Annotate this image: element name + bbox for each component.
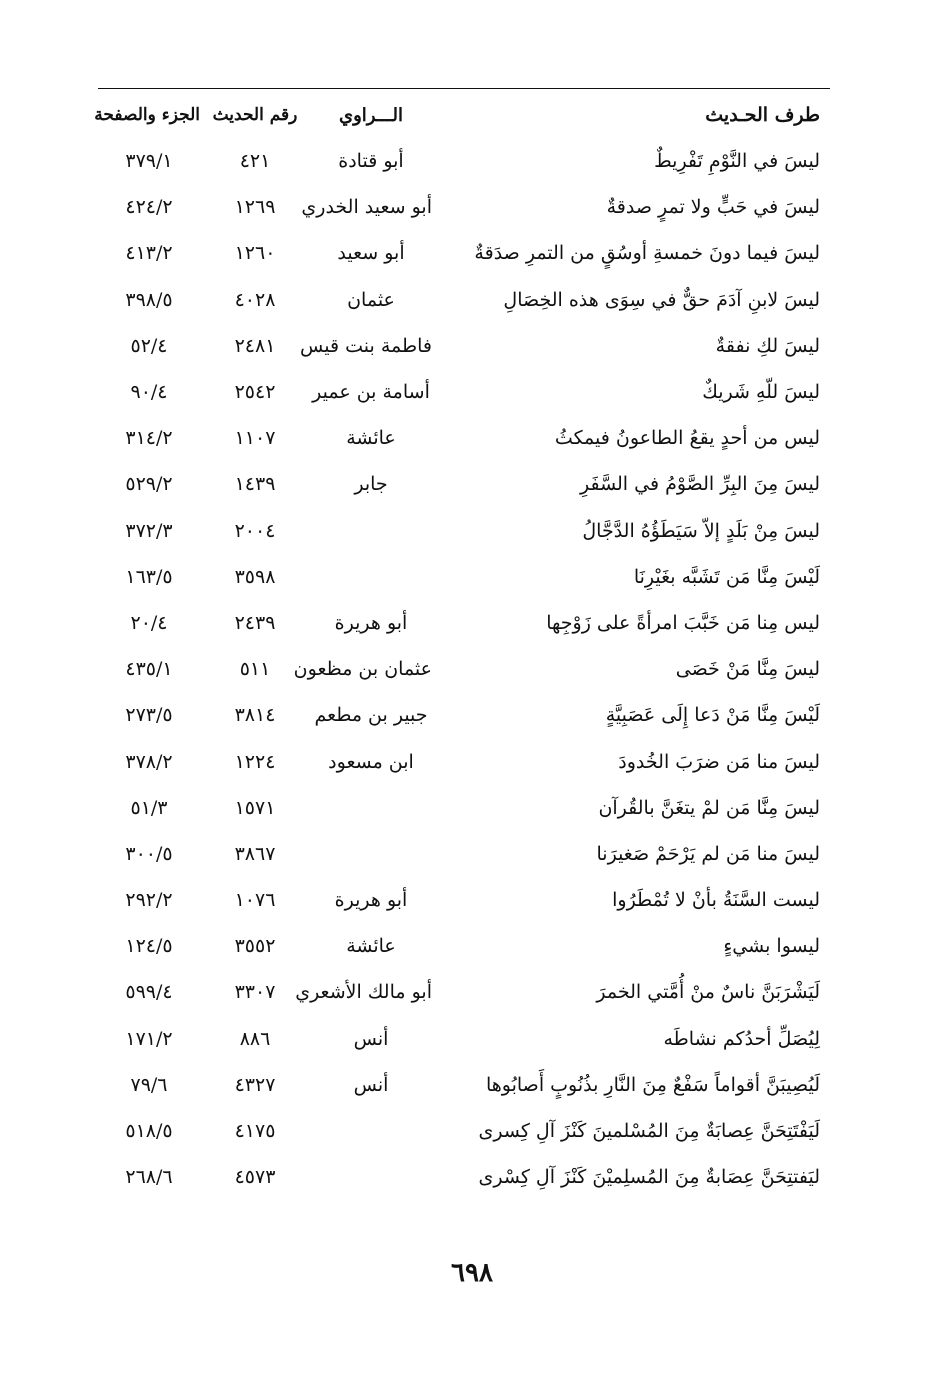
cell-number: ٤٠٢٨: [234, 288, 276, 311]
table-row: [98, 184, 830, 230]
table-body: [98, 138, 830, 1200]
table-row: [98, 461, 830, 507]
cell-hadith: ليسَ فيما دونَ خمسةِ أوسُقٍ من التمرِ صدَقةٌ: [474, 242, 820, 265]
header-narrator: الـــراوي: [338, 104, 404, 126]
cell-volume-page: ١٦٣/٥: [125, 565, 173, 588]
table-row: [98, 738, 830, 784]
cell-narrator: عثمان: [347, 288, 395, 311]
cell-volume-page: ٣٩٨/٥: [125, 288, 173, 311]
cell-volume-page: ٧٩/٦: [130, 1073, 168, 1096]
table-row: [98, 646, 830, 692]
cell-volume-page: ٤٣٥/١: [125, 658, 173, 681]
cell-hadith: لَيْسَ مِنَّا مَن تَشَبَّه بغَيْرِنَا: [633, 565, 820, 588]
cell-narrator: أبو سعيد الخدري: [301, 196, 432, 219]
cell-number: ١٢٦٠: [234, 242, 276, 265]
table-row: [98, 1016, 830, 1062]
header-number: رقم الحديث: [212, 105, 298, 125]
cell-number: ٣٥٩٨: [234, 565, 276, 588]
table-row: [98, 554, 830, 600]
table-row: [98, 508, 830, 554]
table-row: [98, 600, 830, 646]
table-row: [98, 1154, 830, 1200]
cell-narrator: أبو هريرة: [334, 889, 408, 912]
cell-hadith: ليسَ للّهِ شَريكٌ: [702, 381, 820, 404]
table-row: [98, 831, 830, 877]
header-volume-page: الجزء والصفحة: [94, 105, 200, 125]
cell-hadith: ليسَ منا مَن ضرَبَ الخُدودَ: [618, 750, 820, 773]
cell-hadith: ليس مِنا مَن خَبَّبَ امرأةً على زَوْجِها: [546, 611, 820, 634]
cell-hadith: لَيُصِيبَنَّ أقواماً سَفْعٌ مِنَ النَّارِ بذُنُوبٍ أَصابُوها: [485, 1073, 820, 1096]
cell-number: ٤٢١: [239, 150, 271, 173]
cell-number: ١١٠٧: [234, 427, 276, 450]
cell-number: ٢٥٤٢: [234, 381, 276, 404]
table-header: [94, 92, 830, 138]
cell-hadith: ليسَ مِنْ بَلَدٍ إلاّ سَيَطَؤُهُ الدَّجَّالُ: [582, 519, 820, 542]
cell-volume-page: ٣٠٠/٥: [125, 842, 173, 865]
cell-hadith: لِيُصَلِّ أحدُكم نشاطَه: [663, 1027, 820, 1050]
table-row: [98, 969, 830, 1015]
cell-hadith: لَيَفْتَتِحَنَّ عِصابَةٌ مِنَ المُسْلمينَ كَنْزَ آلِ كِسرى: [478, 1120, 820, 1143]
cell-volume-page: ٣٧٩/١: [125, 150, 173, 173]
cell-volume-page: ٥١/٣: [130, 796, 168, 819]
cell-number: ٢٤٣٩: [234, 611, 276, 634]
cell-volume-page: ٥١٨/٥: [125, 1120, 173, 1143]
cell-number: ٣٣٠٧: [234, 981, 276, 1004]
cell-volume-page: ٢٧٣/٥: [125, 704, 173, 727]
table-row: [98, 1108, 830, 1154]
cell-hadith: ليسوا بشيءٍ: [723, 935, 820, 958]
cell-volume-page: ٣١٤/٢: [125, 427, 173, 450]
cell-number: ١٢٦٩: [234, 196, 276, 219]
cell-volume-page: ٢٦٨/٦: [125, 1166, 173, 1189]
cell-number: ١٥٧١: [234, 796, 276, 819]
cell-hadith: ليسَ لكِ نفقةٌ: [715, 334, 820, 357]
cell-hadith: ليسَ مِنَّا مَن لمْ يتغَنَّ بالقُرآن: [598, 796, 820, 819]
cell-hadith: ليسَ مِنَّا مَنْ خَصَى: [675, 658, 820, 681]
cell-narrator: أبو مالك الأشعري: [295, 981, 432, 1004]
cell-hadith: ليسَ في النَّوْمِ تَفْرِيطٌ: [654, 150, 820, 173]
cell-number: ٢٠٠٤: [234, 519, 276, 542]
cell-hadith: ليسَ منا مَن لم يَرْحَمْ صَغيرَنا: [596, 842, 820, 865]
table-row: [98, 692, 830, 738]
cell-number: ٢٤٨١: [234, 334, 276, 357]
cell-narrator: أبو سعيد: [337, 242, 405, 265]
cell-volume-page: ١٢٤/٥: [125, 935, 173, 958]
table-row: [98, 877, 830, 923]
cell-volume-page: ٤٢٤/٢: [125, 196, 173, 219]
cell-narrator: عثمان بن مظعون: [293, 658, 432, 681]
page-number: ٦٩٨: [451, 1258, 493, 1288]
cell-volume-page: ٥٢/٤: [130, 334, 168, 357]
cell-narrator: عائشة: [346, 935, 396, 958]
cell-volume-page: ٩٠/٤: [130, 381, 168, 404]
cell-number: ٤١٧٥: [234, 1120, 276, 1143]
cell-narrator: جبير بن مطعم: [314, 704, 428, 727]
cell-volume-page: ٣٧٢/٣: [125, 519, 173, 542]
table-row: [98, 138, 830, 184]
hadith-index-table: [94, 92, 830, 1200]
cell-hadith: ليَفتتِحَنَّ عِصَابةٌ مِنَ المُسلِميْنَ كَنْزَ آلِ كِسْرى: [478, 1166, 820, 1189]
cell-volume-page: ٤١٣/٢: [125, 242, 173, 265]
cell-hadith: ليسَ مِنَ البِرِّ الصَّوْمُ في السَّفَرِ: [579, 473, 820, 496]
cell-volume-page: ١٧١/٢: [125, 1027, 173, 1050]
cell-volume-page: ٢٠/٤: [130, 611, 168, 634]
cell-number: ٤٥٧٣: [234, 1166, 276, 1189]
cell-number: ١٠٧٦: [234, 889, 276, 912]
cell-hadith: ليست السَّنَةُ بأنْ لا تُمْطَرُوا: [612, 889, 820, 912]
cell-number: ٣٨١٤: [234, 704, 276, 727]
table-row: [98, 785, 830, 831]
cell-volume-page: ٢٩٢/٢: [125, 889, 173, 912]
cell-hadith: لَيَشْرَبَنَّ ناسٌ منْ أُمَّتي الخمرَ: [596, 981, 820, 1004]
cell-number: ٣٨٦٧: [234, 842, 276, 865]
cell-volume-page: ٥٢٩/٢: [125, 473, 173, 496]
cell-narrator: فاطمة بنت قيس: [300, 334, 432, 357]
cell-number: ٨٨٦: [239, 1027, 271, 1050]
cell-narrator: ابن مسعود: [328, 750, 414, 773]
cell-volume-page: ٥٩٩/٤: [125, 981, 173, 1004]
header-rule: [98, 88, 830, 89]
cell-narrator: جابر: [354, 473, 388, 496]
cell-number: ٥١١: [239, 658, 271, 681]
header-hadith: طرف الحـديث: [705, 104, 820, 126]
cell-narrator: أنس: [353, 1073, 389, 1096]
cell-narrator: أبو قتادة: [338, 150, 404, 173]
table-row: [98, 369, 830, 415]
cell-hadith: لَيْسَ مِنَّا مَنْ دَعا إِلَى عَصَبِيَّةٍ: [605, 704, 820, 727]
cell-narrator: أسامة بن عمير: [312, 381, 430, 404]
table-row: [98, 323, 830, 369]
cell-narrator: أنس: [353, 1027, 389, 1050]
cell-volume-page: ٣٧٨/٢: [125, 750, 173, 773]
cell-number: ١٢٢٤: [234, 750, 276, 773]
cell-narrator: عائشة: [346, 427, 396, 450]
table-row: [98, 1062, 830, 1108]
table-row: [98, 923, 830, 969]
table-row: [98, 230, 830, 276]
cell-narrator: أبو هريرة: [334, 611, 408, 634]
cell-number: ١٤٣٩: [234, 473, 276, 496]
cell-number: ٣٥٥٢: [234, 935, 276, 958]
cell-number: ٤٣٢٧: [234, 1073, 276, 1096]
table-row: [98, 277, 830, 323]
cell-hadith: ليسَ في حَبٍّ ولا تمرٍ صدقةٌ: [606, 196, 820, 219]
cell-hadith: ليس من أحدٍ يقعُ الطاعونُ فيمكثُ: [554, 427, 820, 450]
table-row: [98, 415, 830, 461]
cell-hadith: ليسَ لابنِ آدَمَ حقٌّ في سِوَى هذه الخِصَالِ: [503, 288, 820, 311]
